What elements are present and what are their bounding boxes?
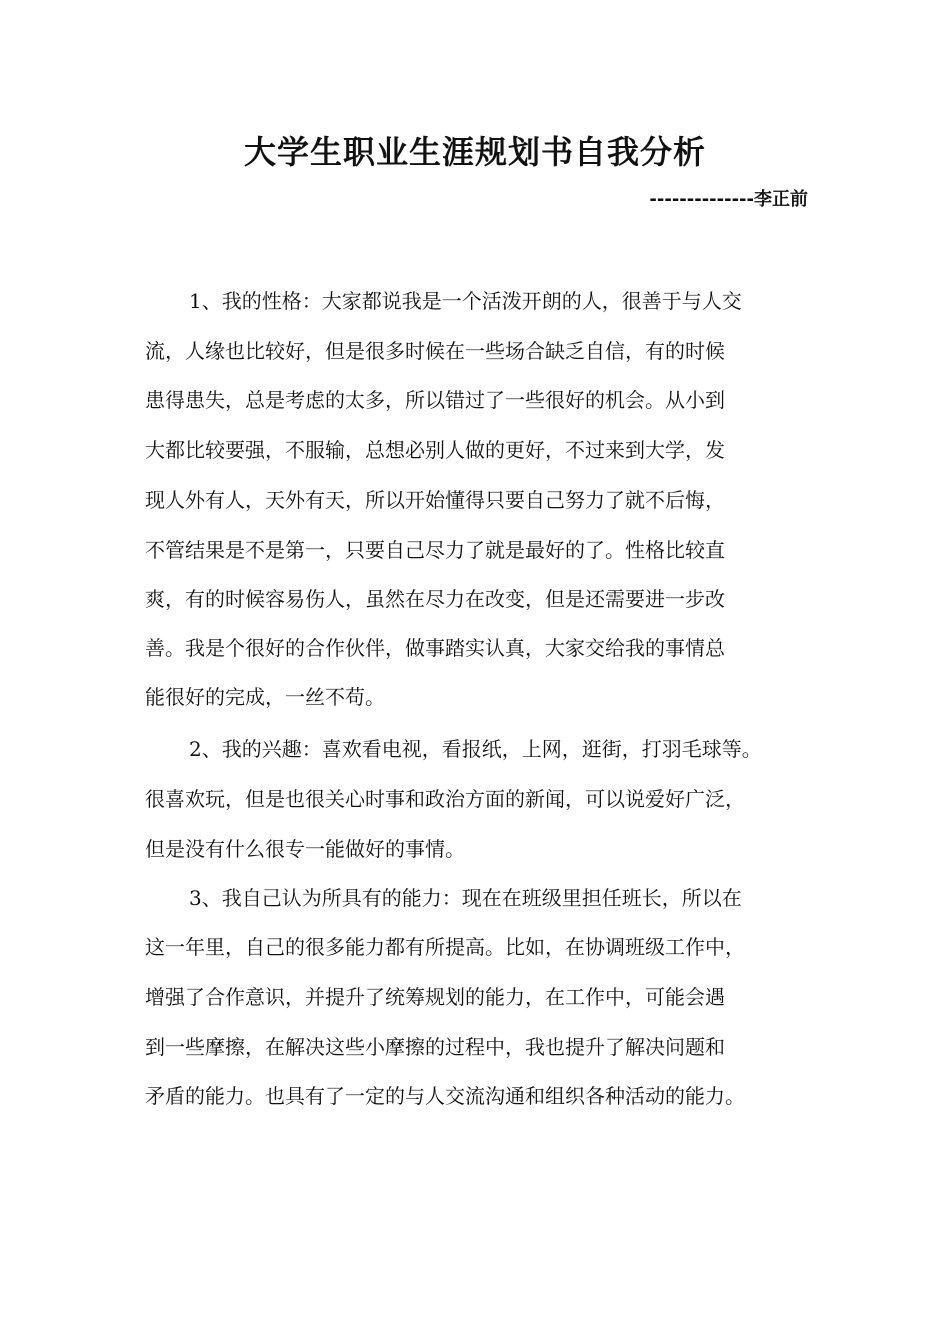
- author-line: --------------李正前: [649, 189, 808, 210]
- paragraph-1-line-6: 不管结果是不是第一，只要自己尽力了就是最好的了。性格比较直: [145, 538, 725, 562]
- paragraph-2-line-2: 很喜欢玩，但是也很关心时事和政治方面的新闻，可以说爱好广泛，: [145, 787, 745, 811]
- paragraph-1-line-1: 1、我的性格：大家都说我是一个活泼开朗的人，很善于与人交: [189, 289, 742, 313]
- paragraph-1-line-5: 现人外有人，天外有天，所以开始懂得只要自己努力了就不后悔，: [145, 488, 725, 512]
- paragraph-1-line-7: 爽，有的时候容易伤人，虽然在尽力在改变，但是还需要进一步改: [145, 587, 725, 611]
- paragraph-1-line-3: 患得患失，总是考虑的太多，所以错过了一些很好的机会。从小到: [145, 388, 725, 412]
- paragraph-1-line-2: 流，人缘也比较好，但是很多时候在一些场合缺乏自信，有的时候: [145, 339, 725, 363]
- paragraph-2-line-3: 但是没有什么很专一能做好的事情。: [145, 837, 465, 861]
- paragraph-3-line-1: 3、我自己认为所具有的能力：现在在班级里担任班长，所以在: [189, 886, 742, 910]
- document-title: 大学生职业生涯规划书自我分析: [243, 133, 706, 171]
- paragraph-1-line-4: 大都比较要强，不服输，总想必别人做的更好，不过来到大学，发: [145, 438, 725, 462]
- paragraph-1-line-9: 能很好的完成，一丝不苟。: [145, 685, 385, 709]
- paragraph-3-line-3: 增强了合作意识，并提升了统筹规划的能力，在工作中，可能会遇: [145, 985, 725, 1009]
- paragraph-3-line-4: 到一些摩擦，在解决这些小摩擦的过程中，我也提升了解决问题和: [145, 1035, 725, 1059]
- paragraph-3-line-2: 这一年里，自己的很多能力都有所提高。比如，在协调班级工作中，: [145, 935, 745, 959]
- paragraph-2-line-1: 2、我的兴趣：喜欢看电视，看报纸，上网，逛街，打羽毛球等。: [189, 737, 762, 761]
- paragraph-3-line-5: 矛盾的能力。也具有了一定的与人交流沟通和组织各种活动的能力。: [145, 1084, 745, 1108]
- paragraph-1-line-8: 善。我是个很好的合作伙伴，做事踏实认真，大家交给我的事情总: [145, 636, 725, 660]
